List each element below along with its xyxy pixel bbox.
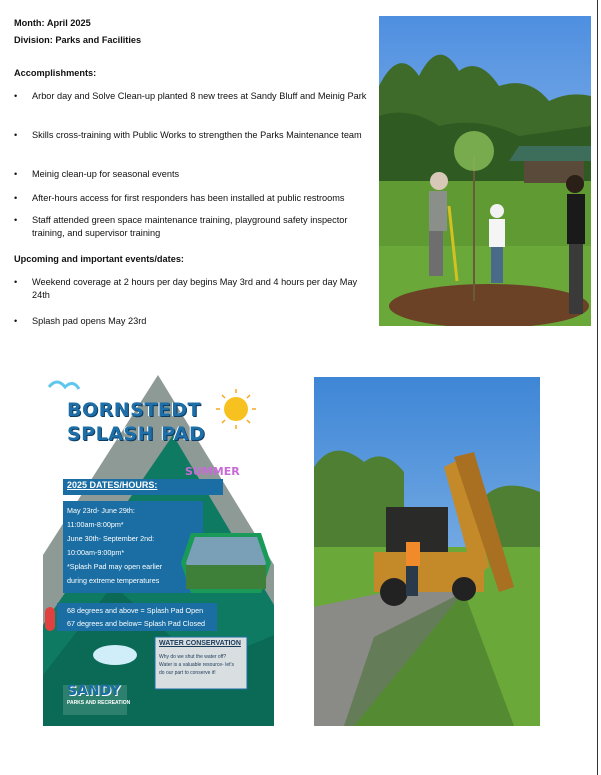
accomplishment-text: Arbor day and Solve Clean-up planted 8 new trees at Sandy Bluff and Meinig Park	[32, 91, 367, 101]
accomplishment-text: Skills cross-training with Public Works to strengthen the Parks Maintenance team	[32, 130, 362, 140]
poster-title-line2: SPLASH PAD	[67, 423, 206, 445]
sandy-logo-sub: PARKS AND RECREATION	[67, 700, 131, 706]
poster-conservation-line: Why do we shut the water off?	[159, 654, 227, 660]
bullet-dot: •	[14, 316, 18, 326]
splash-pad-poster	[43, 375, 274, 726]
month-line: Month: April 2025	[14, 18, 91, 28]
poster-dates-line: 10:00am-9:00pm*	[67, 548, 125, 557]
bullet-dot: •	[14, 169, 18, 179]
accomplishment-text: Staff attended green space maintenance training, playground safety inspector training, and supervisor training	[32, 215, 348, 238]
poster-dates-line: *Splash Pad may open earlier	[67, 562, 163, 571]
accomplishment-item	[14, 214, 374, 242]
division-line: Division: Parks and Facilities	[14, 35, 142, 45]
poster-dates-heading: 2025 DATES/HOURS:	[67, 480, 158, 490]
poster-dates-line: June 30th- September 2nd:	[67, 534, 155, 543]
sandy-logo: SANDY	[67, 683, 121, 699]
accomplishment-item	[14, 129, 364, 157]
upcoming-item	[14, 276, 364, 304]
upcoming-text: Weekend coverage at 2 hours per day begins May 3rd and 4 hours per day May 24th	[32, 277, 358, 300]
accomplishment-item	[14, 168, 364, 182]
bullet-dot: •	[14, 193, 18, 203]
poster-dates-line: during extreme temperatures	[67, 576, 160, 585]
accomplishment-item	[14, 90, 367, 118]
poster-temp-closed: 67 degrees and below= Splash Pad Closed	[67, 619, 206, 628]
poster-title-line1: BORNSTEDT	[67, 399, 202, 421]
poster-conservation-line: do our part to conserve it!	[159, 670, 216, 676]
poster-conservation-line: Water is a valuable resource- let's	[159, 662, 234, 668]
backhoe-photo	[314, 377, 540, 726]
poster-temp-open: 68 degrees and above = Splash Pad Open	[67, 606, 204, 615]
upcoming-heading: Upcoming and important events/dates:	[14, 254, 184, 264]
accomplishment-item	[14, 192, 374, 206]
poster-summer-label: SUMMER	[185, 465, 240, 478]
accomplishments-heading: Accomplishments:	[14, 68, 97, 78]
poster-dates-line: 11:00am-8:00pm*	[67, 520, 124, 529]
page-right-border	[597, 0, 598, 775]
poster-dates-line: May 23rd- June 29th:	[67, 506, 135, 515]
poster-conservation-heading: WATER CONSERVATION	[159, 640, 241, 647]
bullet-dot: •	[14, 215, 18, 225]
tree-planting-photo	[379, 16, 591, 326]
bullet-dot: •	[14, 130, 18, 140]
bullet-dot: •	[14, 277, 18, 287]
accomplishment-text: Meinig clean-up for seasonal events	[32, 169, 180, 179]
bullet-dot: •	[14, 91, 18, 101]
upcoming-item	[14, 315, 364, 329]
upcoming-text: Splash pad opens May 23rd	[32, 316, 147, 326]
accomplishment-text: After-hours access for first responders has been installed at public restrooms	[32, 193, 345, 203]
